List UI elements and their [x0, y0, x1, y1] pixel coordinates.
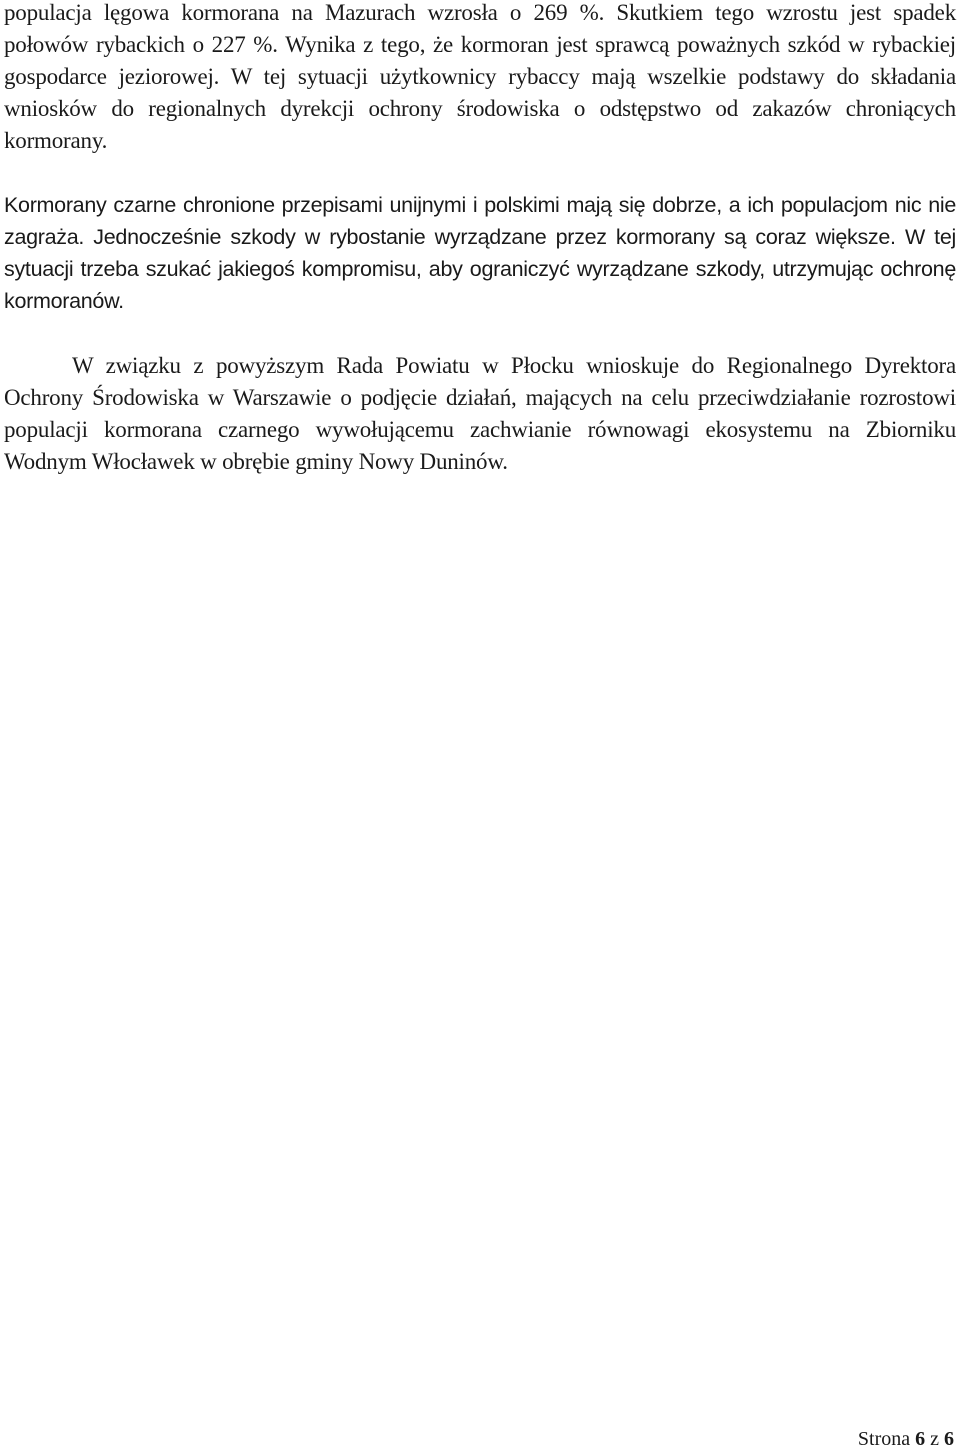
total-pages-number: 6	[944, 1428, 954, 1450]
page-separator: z	[930, 1428, 939, 1450]
current-page-number: 6	[915, 1428, 926, 1450]
page-label: Strona	[857, 1428, 911, 1450]
page-number-footer	[858, 1427, 954, 1451]
paragraph-cormorant-population: populacja lęgowa kormorana na Mazurach wzrosła o 269 %. Skutkiem tego wzrostu jest spadek połowów rybackich o 227 %. Wynika z tego, że kormoran jest sprawcą poważnych szkód w rybackiej gospodarce jeziorowej. W tej sytuacji użytkownicy rybaccy mają wszelkie podstawy do składania wniosków do regionalnych dyrekcji ochrony środowiska o odstępstwo od zakazów chroniących kormorany.	[4, 0, 956, 153]
paragraph-council-request: W związku z powyższym Rada Powiatu w Płocku wnioskuje do Regionalnego Dyrektora Ochrony Środowiska w Warszawie o podjęcie działań, mających na celu przeciwdziałanie rozrostowi populacji kormorana czarnego wywołującemu zachwianie równowagi ekosystemu na Zbiorniku Wodnym Włocławek w obrębie gminy Nowy Duninów.	[4, 353, 956, 474]
paragraph-cormorant-protection: Kormorany czarne chronione przepisami unijnymi i polskimi mają się dobrze, a ich populacjom nic nie zagraża. Jednocześnie szkody w rybostanie wyrządzane przez kormorany są coraz większe. W tej sytuacji trzeba szukać jakiegoś kompromisu, aby ograniczyć wyrządzane szkody, utrzymując ochronę kormoranów.	[4, 193, 956, 313]
